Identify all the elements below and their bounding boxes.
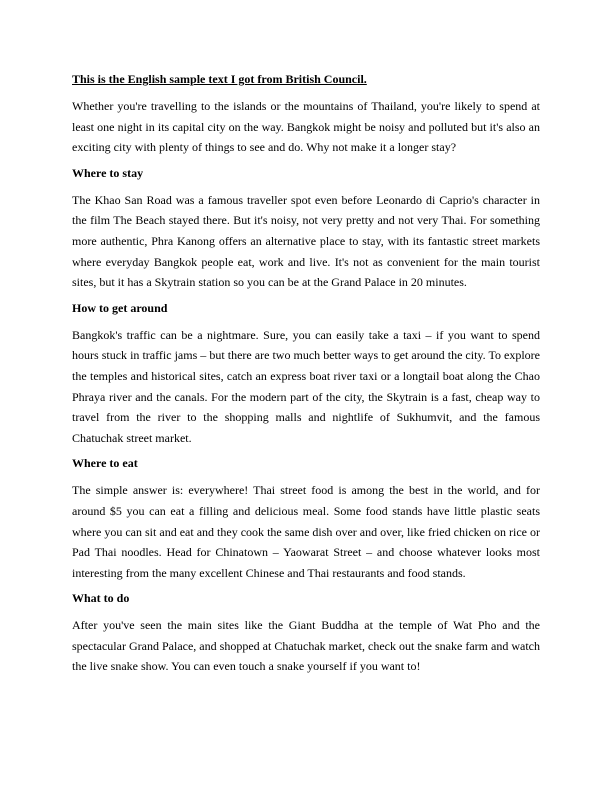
section-heading: What to do [72,591,130,606]
section-heading: Where to eat [72,456,138,471]
intro-paragraph: Whether you're travelling to the islands or the mountains of Thailand, you're likely to spend at least one night in its capital city on the way. Bangkok might be noisy and polluted but it's also an exciting city with plenty of things to see and do. Why not make it a longer stay? [72,99,540,155]
section-heading: How to get around [72,300,168,315]
document-title: This is the English sample text I got from British Council. [72,72,367,86]
section-body: After you've seen the main sites like the Giant Buddha at the temple of Wat Pho and the spectacular Grand Palace, and shopped at Chatuchak market, check out the snake farm and watch the live snake show. You can even touch a snake yourself if you want to! [72,618,540,674]
document-page [72,72,540,685]
section-body: The Khao San Road was a famous traveller spot even before Leonardo di Caprio's character in the film The Beach stayed there. But it's noisy, not very pretty and not very Thai. For something more authentic, Phra Kanong offers an alternative place to stay, with its fantastic street markets where everyday Bangkok people eat, work and live. It's not as convenient for the main tourist sites, but it has a Skytrain station so you can be at the Grand Palace in 20 minutes. [72,192,540,290]
section-where-to-stay [72,166,540,293]
section-body: The simple answer is: everywhere! Thai street food is among the best in the world, and for around $5 you can eat a filling and delicious meal. Some food stands have little plastic seats where you can sit and eat and they cook the same dish over and over, like fried chicken on rice or Pad Thai noodles. Head for Chinatown – Yaowarat Street – and choose whatever looks most interesting from the many excellent Chinese and Thai restaurants and food stands. [72,483,540,580]
section-body: Bangkok's traffic can be a nightmare. Sure, you can easily take a taxi – if you want to spend hours stuck in traffic jams – but there are two much better ways to get around the city. To explore the temples and historical sites, catch an express boat river taxi or a longtail boat along the Chao Phraya river and the canals. For the modern part of the city, the Skytrain is a fast, cheap way to travel from the river to the shopping malls and nightlife of Sukhumvit, and the famous Chatuchak street market. [72,327,540,445]
section-how-to-get-around [72,301,540,449]
section-where-to-eat [72,456,540,583]
section-what-to-do [72,591,540,677]
section-heading: Where to stay [72,165,144,180]
